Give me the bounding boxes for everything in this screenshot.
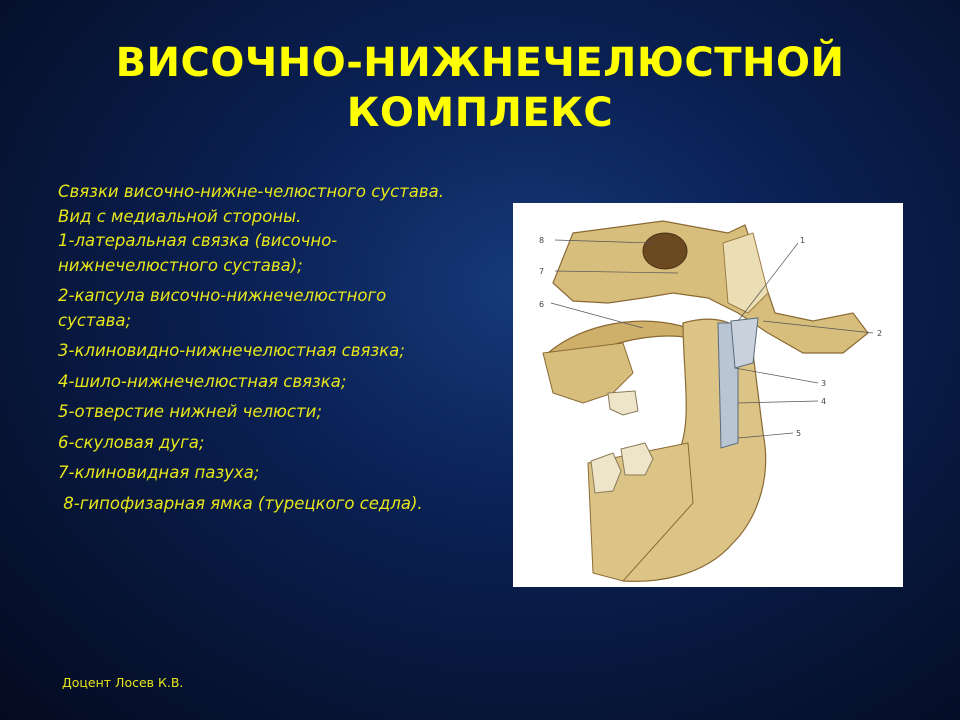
anatomy-illustration bbox=[513, 203, 903, 587]
description-intro bbox=[58, 180, 458, 278]
figure-label-3: 3 bbox=[821, 379, 827, 388]
legend-item-2: 2-капсула височно-нижнечелюстного сустава; bbox=[58, 286, 387, 330]
figure-label-2: 2 bbox=[877, 329, 883, 338]
intro-line-2: Вид с медиальной стороны. bbox=[58, 206, 302, 226]
title-line-1: ВИСОЧНО-НИЖНЕЧЕЛЮСТНОЙ bbox=[115, 40, 845, 86]
author-credit: Доцент Лосев К.В. bbox=[62, 675, 184, 690]
title-line-2: КОМПЛЕКС bbox=[346, 90, 614, 136]
legend-item-5: 5-отверстие нижней челюсти; bbox=[58, 402, 322, 421]
sinus-cavity bbox=[643, 233, 687, 269]
tmj-ligaments-drawing bbox=[513, 203, 903, 587]
description-text bbox=[58, 180, 458, 522]
legend-item-1: 1-латеральная связка (височно-нижнечелюстного сустава); bbox=[58, 231, 338, 275]
legend-item-7: 7-клиновидная пазуха; bbox=[58, 463, 260, 482]
figure-label-1: 1 bbox=[800, 236, 806, 245]
figure-label-5: 5 bbox=[796, 429, 802, 438]
legend-item-3: 3-клиновидно-нижнечелюстная связка; bbox=[58, 341, 405, 360]
legend-item-6: 6-скуловая дуга; bbox=[58, 432, 205, 452]
legend-item-8: 8-гипофизарная ямка (турецкого седла). bbox=[58, 493, 423, 513]
upper-tooth bbox=[608, 391, 638, 415]
intro-line-1: Связки височно-нижне-челюстного сустава. bbox=[58, 182, 444, 201]
legend-item-4: 4-шило-нижнечелюстная связка; bbox=[58, 371, 347, 391]
slide-title bbox=[60, 38, 900, 138]
figure-label-8: 8 bbox=[539, 236, 545, 245]
figure-label-4: 4 bbox=[821, 397, 827, 406]
figure-label-7: 7 bbox=[539, 267, 545, 276]
figure-label-6: 6 bbox=[539, 300, 545, 309]
